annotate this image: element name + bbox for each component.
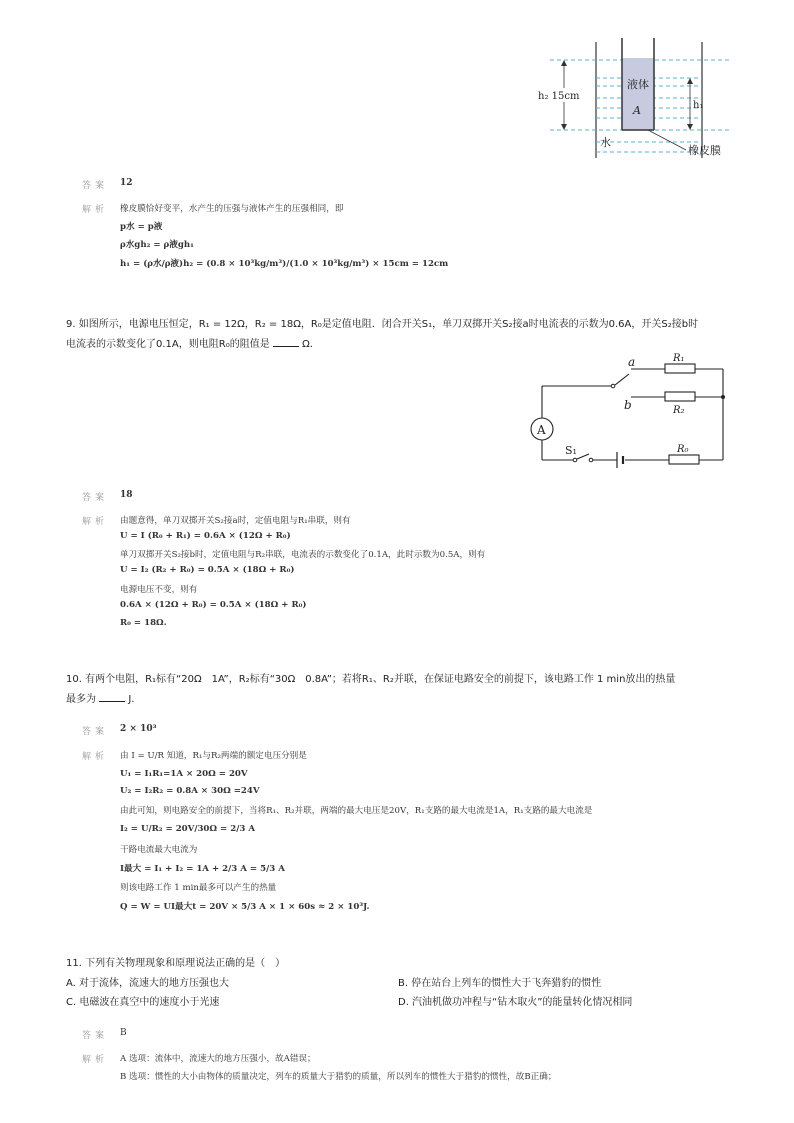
- r2-label: R₂: [673, 405, 685, 416]
- q8-analysis-line: h₁ = (ρ水/ρ液)h₂ = (0.8 × 10³kg/m³)/(1.0 × 10³kg/m³) × 15cm = 12cm: [120, 259, 449, 269]
- q10-stem-text: 最多为: [66, 694, 96, 705]
- water-label: 水: [600, 136, 611, 149]
- q11-option-d[interactable]: D. 汽油机做功冲程与“钻木取火”的能量转化情况相同: [398, 997, 633, 1008]
- q10-analysis-line: 干路电流最大电流为: [120, 845, 198, 855]
- q11-stem: 11. 下列有关物理现象和原理说法正确的是（ ）: [66, 958, 286, 969]
- q9-analysis-line: R₀ = 18Ω.: [120, 618, 167, 628]
- ammeter-label: A: [537, 423, 546, 437]
- q9-analysis-line: 单刀双掷开关S₂接b时，定值电阻与R₂串联，电流表的示数变化了0.1A，此时示数为0.5A，则有: [120, 550, 486, 560]
- q10-stem-line1: 10. 有两个电阻，R₁标有“20Ω 1A”，R₂标有“30Ω 0.8A”；若将R₁、R₂并联，在保证电路安全的前提下，该电路工作 1 min放出的热量: [66, 674, 676, 685]
- analysis-label: 解析: [82, 1055, 109, 1065]
- q11-answer: B: [120, 1028, 127, 1038]
- q9-answer: 18: [120, 490, 133, 500]
- h2-label: h₂ 15cm: [538, 91, 580, 102]
- q10-analysis-line: I₂ = U/R₂ = 20V/30Ω = 2/3 A: [120, 824, 256, 834]
- terminal-b-label: b: [624, 398, 632, 412]
- q9-stem-unit: Ω．: [302, 339, 320, 350]
- q10-analysis-line: U₂ = I₂R₂ = 0.8A × 30Ω =24V: [120, 786, 260, 796]
- answer-label: 答案: [82, 1031, 109, 1041]
- q9-stem-line1: 9. 如图所示，电源电压恒定，R₁ = 12Ω，R₂ = 18Ω，R₀是定值电阻．闭合开关S₁，单刀双掷开关S₂接a时电流表的示数为0.6A，开关S₂接b时: [66, 319, 699, 330]
- q10-analysis-line: 则该电路工作 1 min最多可以产生的热量: [120, 883, 277, 893]
- q9-stem-text: 电流表的示数变化了0.1A，则电阻R₀的阻值是: [66, 339, 270, 350]
- q11-analysis-line: B 选项：惯性的大小由物体的质量决定，列车的质量大于猎豹的质量，所以列车的惯性大于猎豹的惯性，故B正确；: [120, 1072, 557, 1082]
- s1-label: S₁: [565, 444, 577, 457]
- q9-analysis-line: 电源电压不变，则有: [120, 585, 198, 595]
- q11-option-a[interactable]: A. 对于流体，流速大的地方压强也大: [66, 978, 230, 989]
- q9-stem-line2: [66, 335, 320, 350]
- q11-option-c[interactable]: C. 电磁波在真空中的速度小于光速: [66, 997, 220, 1008]
- q10-analysis-line: I最大 = I₁ + I₂ = 1A + 2/3 A = 5/3 A: [120, 864, 285, 874]
- r0-label: R₀: [677, 444, 689, 455]
- liquid-label: 液体: [627, 78, 649, 91]
- q10-blank[interactable]: [99, 692, 125, 702]
- answer-label: 答案: [82, 181, 109, 191]
- answer-label: 答案: [82, 493, 109, 503]
- q8-analysis-line: ρ水gh₂ = ρ液gh₁: [120, 240, 194, 250]
- terminal-a-label: a: [628, 355, 636, 369]
- q11-analysis-line: A 选项：流体中，流速大的地方压强小，故A错误；: [120, 1054, 316, 1064]
- q9-analysis-line: U = I (R₀ + R₁) = 0.6A × (12Ω + R₀): [120, 531, 291, 541]
- q8-answer: 12: [120, 178, 133, 188]
- membrane-label: 橡皮膜: [688, 144, 721, 157]
- q9-blank[interactable]: [273, 337, 299, 347]
- h1-label: h₁: [693, 100, 704, 111]
- q10-analysis-line: U₁ = I₁R₁=1A × 20Ω = 20V: [120, 769, 248, 779]
- r1-label: R₁: [673, 353, 685, 364]
- q9-analysis-line: 由题意得，单刀双掷开关S₂接a时，定值电阻与R₁串联，则有: [120, 516, 351, 526]
- q9-analysis-line: 0.6A × (12Ω + R₀) = 0.5A × (18Ω + R₀): [120, 600, 307, 610]
- analysis-label: 解析: [82, 752, 109, 762]
- q10-analysis-line: 由 I = U/R 知道，R₁与R₂两端的额定电压分别是: [120, 751, 307, 761]
- q10-analysis-line: 由此可知，则电路安全的前提下，当将R₁、R₂并联，两端的最大电压是20V，R₁支路的最大电流是1A，R₁支路的最大电流是: [120, 806, 593, 816]
- q9-analysis-line: U = I₂ (R₂ + R₀) = 0.5A × (18Ω + R₀): [120, 565, 295, 575]
- q8-analysis-line: 橡皮膜恰好变平，水产生的压强与液体产生的压强相同，即: [120, 204, 344, 214]
- q10-answer: 2 × 10³: [120, 724, 157, 734]
- analysis-label: 解析: [82, 517, 109, 527]
- q8-analysis-line: p水 = p液: [120, 222, 163, 232]
- analysis-label: 解析: [82, 205, 109, 215]
- q10-stem-line2: [66, 690, 141, 705]
- circuit-diagram: [525, 350, 735, 468]
- liquid-sub-label: A: [633, 104, 641, 117]
- q11-option-b[interactable]: B. 停在站台上列车的惯性大于飞奔猎豹的惯性: [398, 978, 602, 989]
- q10-stem-unit: J．: [128, 694, 142, 705]
- liquid-column-figure: [530, 38, 760, 160]
- q10-analysis-line: Q = W = UI最大t = 20V × 5/3 A × 1 × 60s ≈ 2 × 10³J.: [120, 902, 370, 912]
- answer-label: 答案: [82, 727, 109, 737]
